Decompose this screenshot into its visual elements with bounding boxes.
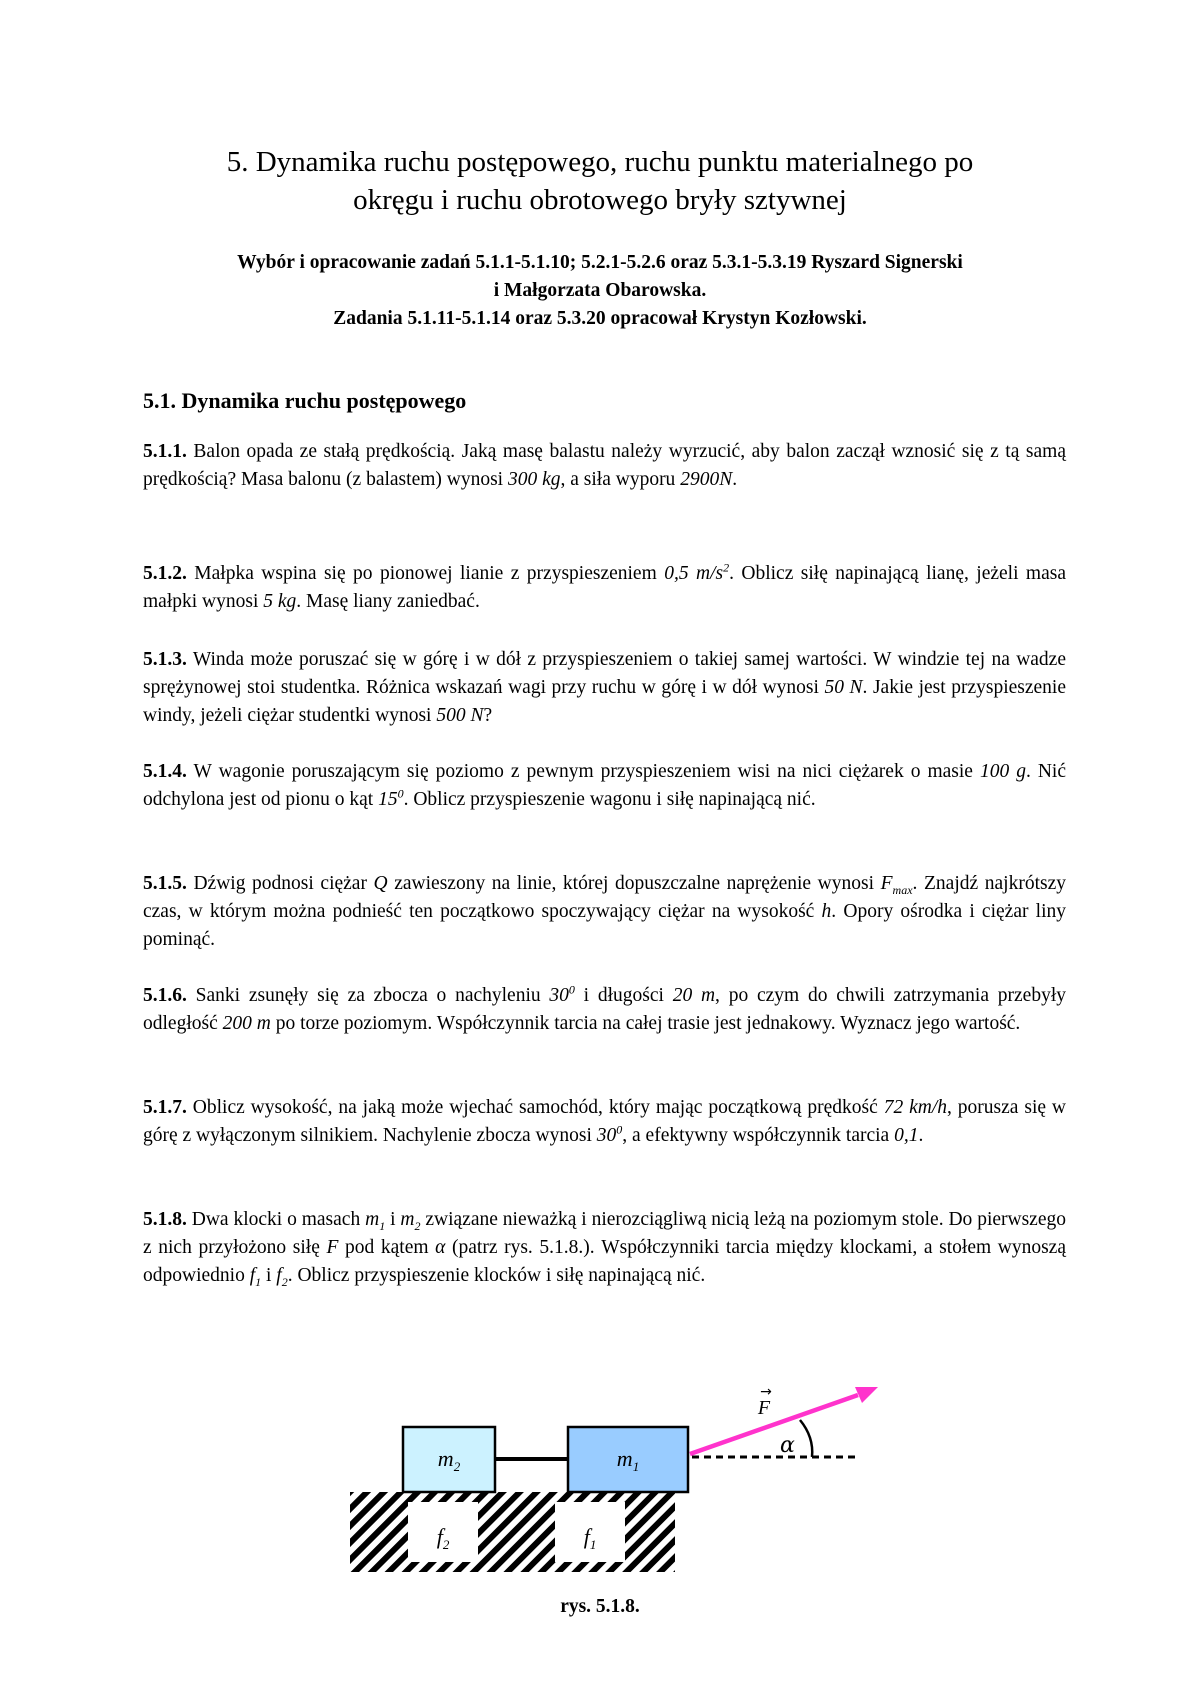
problem-text: pod kątem — [338, 1237, 436, 1258]
mass-symbol: m — [400, 1209, 415, 1230]
problem-value: 5 kg — [263, 591, 297, 612]
problem-number: 5.1.2. — [143, 563, 187, 584]
authors-line-3: Zadania 5.1.11-5.1.14 oraz 5.3.20 opracował Krystyn Kozłowski. — [333, 308, 867, 329]
problem-value: 300 kg — [507, 469, 561, 490]
problem-value: 500 N — [436, 705, 484, 726]
force-arrow — [690, 1395, 858, 1454]
force-arrowhead — [855, 1387, 878, 1403]
block-m1-label: $m_1$ — [616, 1446, 640, 1474]
problem-5-1-2 — [143, 560, 1066, 616]
problem-number: 5.1.8. — [143, 1209, 187, 1230]
problem-text: ? — [483, 705, 493, 726]
problem-text: . — [918, 1125, 924, 1146]
table-surface — [350, 1492, 675, 1572]
problem-value: 20 m — [672, 985, 716, 1006]
problem-number: 5.1.7. — [143, 1097, 187, 1118]
problem-text: , a efektywny współczynnik tarcia — [622, 1125, 895, 1146]
problem-text: Małpka wspina się po pionowej lianie z przyspieszeniem — [186, 563, 665, 584]
problem-text: . Znajdź najkrótszy czas, w którym można podnieść ten początkowo spoczywający ciężar na wysokość — [143, 873, 1066, 922]
problem-text: i długości — [574, 985, 673, 1006]
problem-text: . Masę liany zaniedbać. — [296, 591, 480, 612]
block-m2-label: $m_2$ — [437, 1446, 461, 1474]
problem-5-1-7 — [143, 1094, 1066, 1150]
problem-text: Dźwig podnosi ciężar — [186, 873, 374, 894]
force-label: F — [757, 1397, 771, 1419]
problem-text: Sanki zsunęły się za zbocza o nachyleniu — [186, 985, 550, 1006]
friction2-label: $f_2$ — [436, 1524, 450, 1552]
problem-value: F — [880, 873, 893, 894]
problem-number: 5.1.5. — [143, 873, 187, 894]
friction-symbol: f — [249, 1265, 256, 1286]
problem-text: , a siła wyporu — [560, 469, 681, 490]
friction-symbol: f — [276, 1265, 282, 1286]
subscript: 2 — [281, 1274, 288, 1289]
problem-text: Oblicz wysokość, na jaką może wjechać samochód, który mając początkową prędkość — [186, 1097, 884, 1118]
authors-line-1: Wybór i opracowanie zadań 5.1.1-5.1.10; 5.2.1-5.2.6 oraz 5.3.1-5.3.19 Ryszard Signerski — [237, 252, 963, 273]
angle-label: α — [780, 1433, 795, 1458]
problem-value: 72 km/h — [883, 1097, 948, 1118]
problem-number: 5.1.4. — [143, 761, 187, 782]
problem-5-1-8 — [143, 1206, 1066, 1290]
problem-value: 2900N — [680, 469, 733, 490]
superscript: 2 — [723, 560, 730, 575]
problem-text: związane nieważką i nierozciągliwą nicią leżą na poziomym stole. Do pierwszego z nich przyłożono siłę — [143, 1209, 1066, 1258]
angle-arc — [800, 1420, 812, 1457]
problem-value: 0,5 m/s — [664, 563, 724, 584]
problem-value: 100 g — [979, 761, 1026, 782]
problem-text: i — [385, 1209, 401, 1230]
friction2-label-box — [408, 1502, 478, 1562]
problem-text: . Opory ośrodka i ciężar liny pominąć. — [143, 901, 1066, 950]
problem-text: Balon opada ze stałą prędkością. Jaką masę balastu należy wyrzucić, aby balon zaczął wznosić się z tą samą prędkością? Masa balonu (z balastem) wynosi — [143, 441, 1066, 490]
problem-text: po torze poziomym. Współczynnik tarcia na całej trasie jest jednakowy. Wyznacz jego wartość. — [270, 1013, 1021, 1034]
title-line-2: okręgu i ruchu obrotowego bryły sztywnej — [353, 184, 847, 216]
subscript: 2 — [414, 1218, 421, 1233]
problem-value: 30 — [549, 985, 569, 1006]
subscript: 1 — [379, 1218, 386, 1233]
problem-text: . Oblicz przyspieszenie klocków i siłę napinającą nić. — [287, 1265, 706, 1286]
problem-5-1-1 — [143, 438, 1066, 494]
problem-value: Q — [373, 873, 388, 894]
problem-5-1-6 — [143, 982, 1066, 1038]
problem-text: , porusza się w górę z wyłączonym silnikiem. Nachylenie zbocza wynosi — [143, 1097, 1067, 1146]
force-vector-arrow-icon: → — [760, 1384, 772, 1400]
problem-number: 5.1.1. — [143, 441, 187, 462]
friction1-label: $f_1$ — [583, 1524, 597, 1552]
problem-number: 5.1.6. — [143, 985, 187, 1006]
problem-text: . Oblicz przyspieszenie wagonu i siłę napinającą nić. — [403, 789, 816, 810]
problem-value: 50 N — [824, 677, 863, 698]
problem-text: zawieszony na linie, której dopuszczalne naprężenie wynosi — [387, 873, 881, 894]
problem-text: Dwa klocki o masach — [186, 1209, 366, 1230]
problem-text: . Jakie jest przyspieszenie windy, jeżeli ciężar studentki wynosi — [143, 677, 1066, 726]
problem-text: (patrz rys. 5.1.8.). Współczynniki tarcia między klockami, a stołem wynoszą odpowiednio — [143, 1237, 1066, 1286]
problem-text: , po czym do chwili zatrzymania przebyły odległość — [143, 985, 1066, 1034]
problem-text: Winda może poruszać się w górę i w dół z przyspieszeniem o takiej samej wartości. W windzie tej na wadze sprężynowej stoi studentka. Różnica wskazań wagi przy ruchu w górę i w dół wynosi — [143, 649, 1066, 698]
mass-symbol: m — [365, 1209, 380, 1230]
subscript: max — [892, 882, 913, 897]
angle-symbol: α — [435, 1237, 446, 1258]
problem-text: . — [732, 469, 738, 490]
superscript: 0 — [397, 786, 404, 801]
chapter-title — [0, 143, 1200, 219]
authors-block — [0, 249, 1200, 333]
title-line-1: 5. Dynamika ruchu postępowego, ruchu punktu materialnego po — [226, 146, 974, 178]
problem-value: h — [821, 901, 832, 922]
problem-number: 5.1.3. — [143, 649, 187, 670]
problem-value: 15 — [378, 789, 398, 810]
superscript: 0 — [568, 982, 575, 997]
subscript: 1 — [255, 1274, 262, 1289]
problem-5-1-5 — [143, 870, 1066, 954]
problem-value: 30 — [596, 1125, 617, 1146]
friction1-label-box — [555, 1502, 625, 1562]
problem-text: . Nić odchylona jest od pionu o kąt — [143, 761, 1067, 810]
force-symbol: F — [326, 1237, 339, 1258]
figure-caption: rys. 5.1.8. — [560, 1596, 640, 1617]
problem-value: 200 m — [222, 1013, 271, 1034]
problem-5-1-3 — [143, 646, 1066, 730]
problem-5-1-4 — [143, 758, 1066, 814]
problem-text: . Oblicz siłę napinającą lianę, jeżeli masa małpki wynosi — [143, 563, 1066, 612]
figure-blocks-diagram — [340, 1362, 900, 1602]
section-heading: 5.1. Dynamika ruchu postępowego — [143, 388, 467, 413]
authors-line-2: i Małgorzata Obarowska. — [493, 280, 707, 301]
problem-value: 0,1 — [894, 1125, 919, 1146]
problem-text: W wagonie poruszającym się poziomo z pewnym przyspieszeniem wisi na nici ciężarek o masie — [186, 761, 980, 782]
problem-text: i — [261, 1265, 277, 1286]
superscript: 0 — [616, 1122, 623, 1137]
